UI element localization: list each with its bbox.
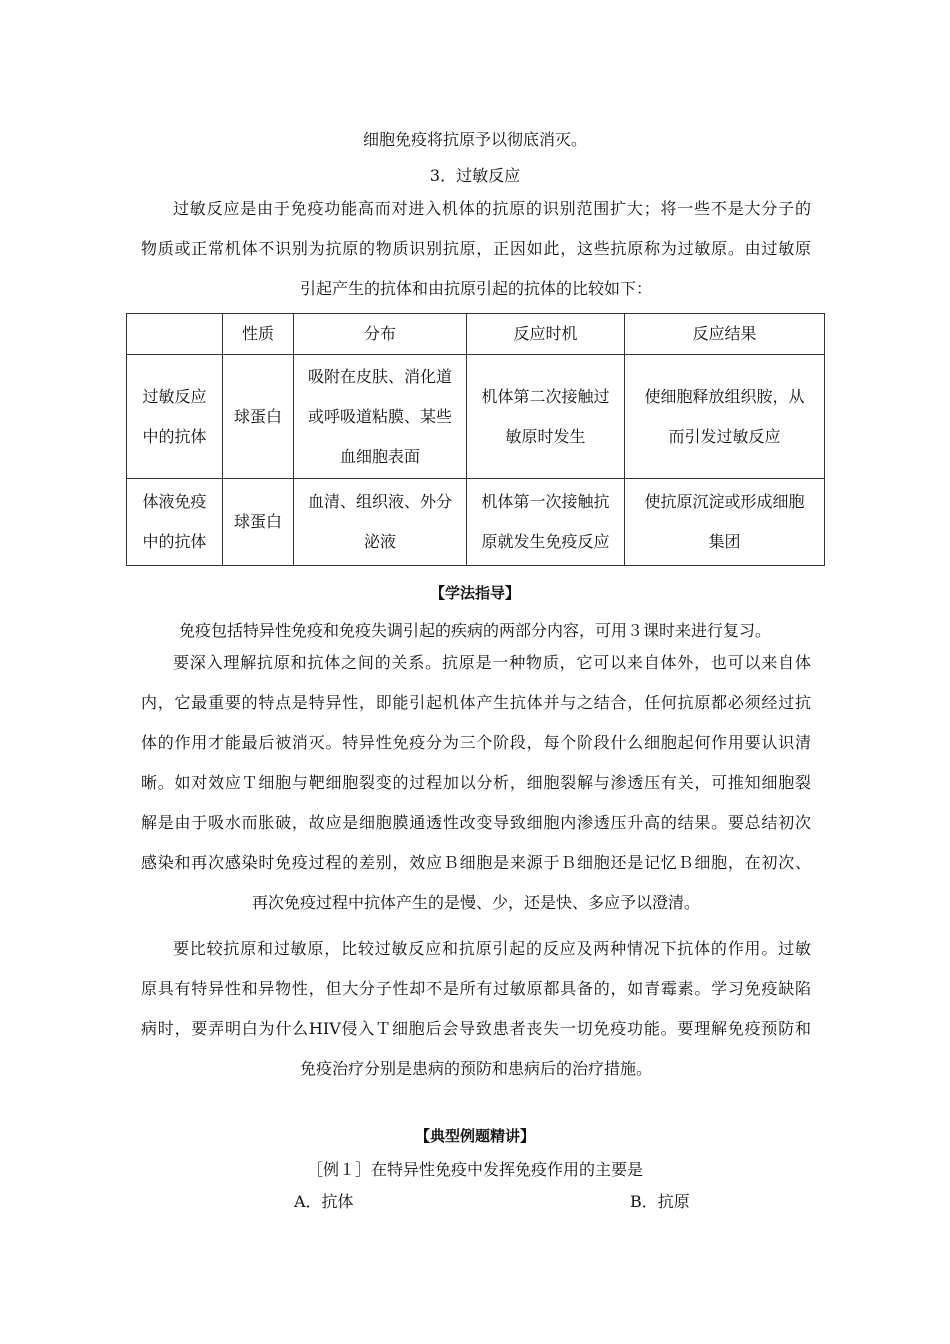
table-header-cell: 反应时机 xyxy=(467,314,625,355)
cell-line: 机体第一次接触抗 xyxy=(481,492,610,511)
cell-line: 体液免疫 xyxy=(142,492,207,511)
cell-line: 血清、组织液、外分 xyxy=(307,492,452,511)
paragraph-line: 引起产生的抗体和由抗原引起的抗体的比较如下： xyxy=(299,279,652,298)
cell-line: 集团 xyxy=(708,532,741,551)
study-guide-heading: 【学法指导】 xyxy=(429,584,520,602)
comparison-table xyxy=(126,313,825,566)
cell-line: 中的抗体 xyxy=(142,532,207,551)
paragraph-line: 过敏反应是由于免疫功能高而对进入机体的抗原的识别范围扩大；将一些不是大分子的 xyxy=(173,199,811,218)
table-cell xyxy=(625,355,825,479)
paragraph-line: 要比较抗原和过敏原，比较过敏反应和抗原引起的反应及两种情况下抗体的作用。过敏 xyxy=(173,939,811,958)
table-header-row xyxy=(127,314,825,355)
cell-line: 血细胞表面 xyxy=(339,446,420,466)
option-b: B．抗原 xyxy=(630,1192,690,1211)
cell-line: 中的抗体 xyxy=(142,426,207,446)
section-title: 3．过敏反应 xyxy=(429,166,521,185)
cell-line: 使抗原沉淀或形成细胞 xyxy=(644,492,805,511)
intro-line: 细胞免疫将抗原予以彻底消灭。 xyxy=(362,130,587,149)
paragraph-line: 病时，要弄明白为什么HIV侵入Ｔ细胞后会导致患者丧失一切免疫功能。要理解免疫预防和 xyxy=(141,1019,811,1038)
paragraph-line: 要深入理解抗原和抗体之间的关系。抗原是一种物质，它可以来自体外，也可以来自体 xyxy=(173,653,811,672)
cell-line: 机体第二次接触过 xyxy=(481,386,610,406)
study-guide-paragraph-1: 免疫包括特异性免疫和免疫失调引起的疾病的两部分内容，可用３课时来进行复习。 xyxy=(178,621,771,640)
cell-line: 而引发过敏反应 xyxy=(668,426,781,446)
table-header-cell xyxy=(127,314,223,355)
table-cell xyxy=(127,479,223,566)
table-header-cell: 性质 xyxy=(223,314,294,355)
table-cell: 球蛋白 xyxy=(223,355,294,479)
paragraph-line: 内，它最重要的特点是特异性，即能引起机体产生抗体并与之结合，任何抗原都必须经过抗 xyxy=(141,693,811,712)
section-paragraph xyxy=(141,189,811,309)
paragraph-line: 晰。如对效应Ｔ细胞与靶细胞裂变的过程加以分析，细胞裂解与渗透压有关，可推知细胞裂 xyxy=(141,773,811,792)
table-cell xyxy=(294,355,467,479)
paragraph-line: 感染和再次感染时免疫过程的差别，效应Ｂ细胞是来源于Ｂ细胞还是记忆Ｂ细胞，在初次、 xyxy=(141,853,811,872)
example-1-question: ［例１］在特异性免疫中发挥免疫作用的主要是 xyxy=(306,1160,643,1179)
paragraph-line: 体的作用才能最后被消灭。特异性免疫分为三个阶段，每个阶段什么细胞起何作用要认识清 xyxy=(141,733,811,752)
table-row xyxy=(127,355,825,479)
table-cell: 球蛋白 xyxy=(223,479,294,566)
table-cell xyxy=(467,479,625,566)
option-a: A．抗体 xyxy=(294,1192,354,1211)
study-guide-paragraph-3 xyxy=(141,929,811,1089)
table-cell xyxy=(625,479,825,566)
paragraph-line: 原具有特异性和异物性，但大分子性却不是所有过敏原都具备的，如青霉素。学习免疫缺陷 xyxy=(141,979,811,998)
cell-line: 使细胞释放组织胺，从 xyxy=(644,386,805,406)
examples-heading: 【典型例题精讲】 xyxy=(414,1127,535,1145)
paragraph-line: 免疫治疗分别是患病的预防和患病后的治疗措施。 xyxy=(299,1059,652,1078)
cell-line: 原就发生免疫反应 xyxy=(481,532,610,551)
table-row xyxy=(127,479,825,566)
table-cell xyxy=(467,355,625,479)
cell-line: 泌液 xyxy=(363,532,396,551)
cell-line: 吸附在皮肤、消化道 xyxy=(307,366,452,386)
table-cell xyxy=(294,479,467,566)
study-guide-paragraph-2 xyxy=(141,643,811,923)
cell-line: 敏原时发生 xyxy=(505,426,586,446)
table-header-cell: 反应结果 xyxy=(625,314,825,355)
paragraph-line: 物质或正常机体不识别为抗原的物质识别抗原，正因如此，这些抗原称为过敏原。由过敏原 xyxy=(141,239,811,258)
cell-line: 过敏反应 xyxy=(142,386,207,406)
table-cell xyxy=(127,355,223,479)
paragraph-line: 再次免疫过程中抗体产生的是慢、少，还是快、多应予以澄清。 xyxy=(251,893,700,912)
paragraph-line: 解是由于吸水而胀破，故应是细胞膜通透性改变导致细胞内渗透压升高的结果。要总结初次 xyxy=(141,813,811,832)
table-header-cell: 分布 xyxy=(294,314,467,355)
cell-line: 或呼吸道粘膜、某些 xyxy=(307,406,452,426)
